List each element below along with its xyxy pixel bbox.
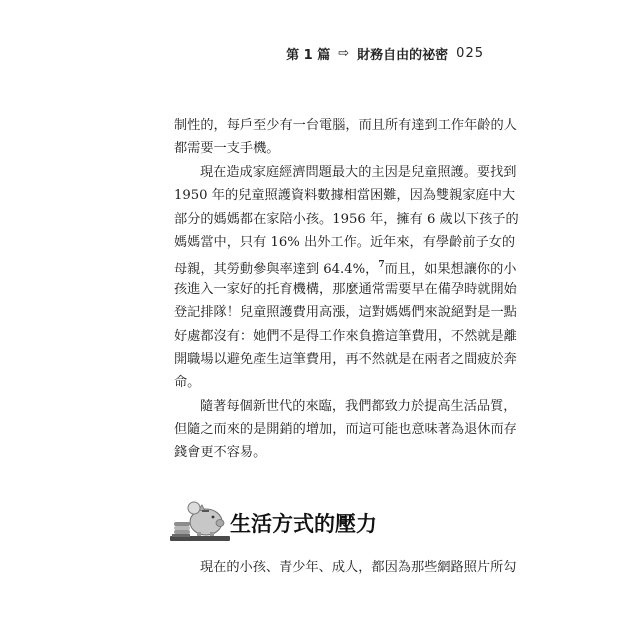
text-line: 但隨之而來的是開銷的增加，而這可能也意味著為退休而存 — [174, 422, 517, 438]
text-line: 媽媽當中，只有 16% 出外工作。近年來，有學齡前子女的 — [174, 234, 516, 250]
section-heading — [168, 496, 488, 546]
text-line: 登記排隊！兒童照護費用高漲，這對媽媽們來說絕對是一點 — [174, 305, 517, 321]
body-text — [174, 114, 519, 465]
footnote-marker: 7 — [378, 260, 385, 271]
text-line: 都需要一支手機。 — [174, 141, 280, 157]
chapter-label: 第 1 篇 — [286, 48, 331, 63]
paragraph-2 — [174, 161, 519, 395]
paragraph-3 — [174, 395, 517, 465]
text-line: 制性的，每戶至少有一台電腦，而且所有達到工作年齡的人 — [174, 118, 517, 133]
text-line: 部分的媽媽都在家陪小孩。1956 年，擁有 6 歲以下孩子的 — [174, 211, 519, 227]
section-label: 財務自由的祕密 — [357, 48, 449, 63]
text-line: 命。 — [174, 375, 201, 391]
text-segment: 母親，其勞動參與率達到 64.4%， — [174, 262, 379, 278]
text-line: 好處都沒有：她們不是得工作來負擔這筆費用，不然就是離 — [174, 328, 517, 344]
text-segment: 而且，如果想讓你的小 — [384, 262, 517, 278]
text-line: 開職場以避免產生這筆費用，再不然就是在兩者之間疲於奔 — [174, 351, 517, 367]
text-line: 錢會更不容易。 — [174, 445, 267, 461]
text-line: 1950 年的兒童照護資料數據相當困難，因為雙親家庭中大 — [174, 188, 516, 204]
text-line-with-footnote — [174, 254, 517, 278]
text-line: 孩進入一家好的托育機構，那麼通常需要早在備孕時就開始 — [174, 281, 517, 297]
text-line: 現在造成家庭經濟問題最大的主因是兒童照護。要找到 — [200, 164, 517, 180]
text-line: 隨著每個新世代的來臨，我們都致力於提高生活品質， — [200, 398, 517, 414]
piggy-bank-coins-icon — [168, 496, 232, 546]
section-title: 生活方式的壓力 — [230, 512, 377, 536]
paragraph-1 — [174, 114, 517, 161]
page-number: 025 — [456, 46, 484, 61]
hollow-right-arrow-icon: ⇨ — [338, 46, 350, 61]
text-line: 現在的小孩、青少年、成人，都因為那些網路照片所勾 — [200, 560, 517, 575]
running-header — [286, 44, 484, 63]
